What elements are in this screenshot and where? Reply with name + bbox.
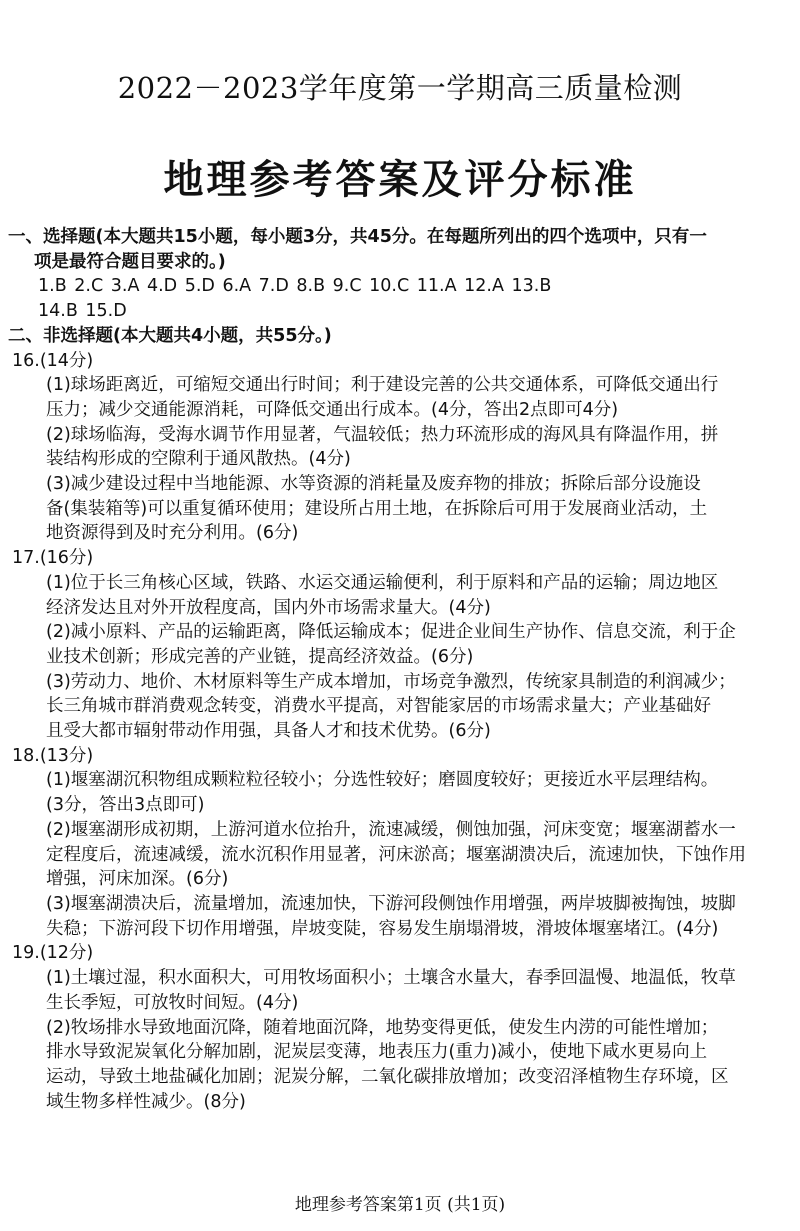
choice-answers-line1: 1.B 2.C 3.A 4.D 5.D 6.A 7.D 8.B 9.C 10.C 11.A 12.A 13.B bbox=[38, 276, 552, 297]
q18-answer-3-line2: 失稳；下游河段下切作用增强，岸坡变陡，容易发生崩塌滑坡，滑坡体堰塞堵江。(4分) bbox=[46, 918, 719, 939]
question-19 bbox=[8, 941, 794, 1114]
q18-answer-1-line2: (3分，答出3点即可) bbox=[46, 795, 205, 816]
question-number: 19.(12分) bbox=[12, 943, 94, 964]
q18-answer-2-line2: 定程度后，流速减缓，流水沉积作用显著，河床淤高；堰塞湖溃决后，流速加快，下蚀作用 bbox=[46, 844, 746, 865]
q19-answer-2-line4: 域生物多样性减少。(8分) bbox=[46, 1091, 246, 1112]
question-18 bbox=[8, 744, 794, 942]
page-footer: 地理参考答案第1页 (共1页) bbox=[294, 1195, 506, 1215]
q19-answer-2-line3: 运动，导致土地盐碱化加剧；泥炭分解，二氧化碳排放增加；改变沼泽植物生存环境，区 bbox=[46, 1066, 729, 1087]
section1-heading-line1: 一、选择题(本大题共15小题，每小题3分，共45分。在每题所列出的四个选项中，只有一 bbox=[8, 227, 707, 247]
q18-answer-3-line1: (3)堰塞湖溃决后，流量增加，流速加快，下游河段侧蚀作用增强，两岸坡脚被掏蚀，坡脚 bbox=[46, 893, 736, 914]
q16-answer-3-line3: 地资源得到及时充分利用。(6分) bbox=[46, 523, 299, 544]
exam-title: 2022－2023学年度第一学期高三质量检测 bbox=[117, 71, 683, 105]
q17-answer-1-line1: (1)位于长三角核心区域，铁路、水运交通运输便利，利于原料和产品的运输；周边地区 bbox=[46, 572, 719, 593]
q16-answer-2-line2: 装结构形成的空隙利于通风散热。(4分) bbox=[46, 449, 351, 470]
q16-answer-3-line2: 备(集装箱等)可以重复循环使用；建设所占用土地，在拆除后可用于发展商业活动，土 bbox=[46, 498, 708, 519]
q19-answer-1-line2: 生长季短，可放牧时间短。(4分) bbox=[46, 992, 299, 1013]
q16-answer-1-line1: (1)球场距离近，可缩短交通出行时间；利于建设完善的公共交通体系，可降低交通出行 bbox=[46, 375, 719, 396]
section1-heading-line2: 项是最符合题目要求的。) bbox=[34, 251, 226, 272]
question-number: 16.(14分) bbox=[12, 350, 94, 371]
q17-answer-3-line1: (3)劳动力、地价、木材原料等生产成本增加，市场竞争激烈，传统家具制造的利润减少； bbox=[46, 671, 736, 692]
question-number: 18.(13分) bbox=[12, 745, 94, 766]
q18-answer-1-line1: (1)堰塞湖沉积物组成颗粒粒径较小；分选性较好；磨圆度较好；更接近水平层理结构。 bbox=[46, 770, 719, 791]
q16-answer-3-line1: (3)减少建设过程中当地能源、水等资源的消耗量及废弃物的排放；拆除后部分设施设 bbox=[46, 474, 701, 495]
q16-answer-1-line2: 压力；减少交通能源消耗，可降低交通出行成本。(4分，答出2点即可4分) bbox=[46, 399, 619, 420]
q18-answer-2-line1: (2)堰塞湖形成初期，上游河道水位抬升，流速减缓，侧蚀加强，河床变宽；堰塞湖蓄水一 bbox=[46, 819, 736, 840]
section-multiple-choice bbox=[8, 225, 794, 324]
q19-answer-2-line1: (2)牧场排水导致地面沉降，随着地面沉降，地势变得更低，使发生内涝的可能性增加； bbox=[46, 1017, 719, 1038]
q17-answer-2-line1: (2)减小原料、产品的运输距离，降低运输成本；促进企业间生产协作、信息交流，利于企 bbox=[46, 622, 736, 643]
q19-answer-1-line1: (1)土壤过湿，积水面积大，可用牧场面积小；土壤含水量大，春季回温慢、地温低，牧草 bbox=[46, 968, 736, 989]
q19-answer-2-line2: 排水导致泥炭氧化分解加剧，泥炭层变薄，地表压力(重力)减小，使地下咸水更易向上 bbox=[46, 1042, 708, 1063]
question-17 bbox=[8, 546, 794, 744]
question-number: 17.(16分) bbox=[12, 548, 94, 569]
answer-body bbox=[8, 225, 794, 1114]
choice-answers-line2: 14.B 15.D bbox=[38, 301, 127, 322]
section2-heading: 二、非选择题(本大题共4小题，共55分。) bbox=[8, 325, 332, 346]
q17-answer-1-line2: 经济发达且对外开放程度高，国内外市场需求量大。(4分) bbox=[46, 597, 491, 618]
question-16 bbox=[8, 349, 794, 547]
q17-answer-2-line2: 业技术创新；形成完善的产业链，提高经济效益。(6分) bbox=[46, 646, 474, 667]
q17-answer-3-line3: 且受大都市辐射带动作用强，具备人才和技术优势。(6分) bbox=[46, 721, 491, 742]
q17-answer-3-line2: 长三角城市群消费观念转变，消费水平提高，对智能家居的市场需求量大；产业基础好 bbox=[46, 696, 711, 717]
q16-answer-2-line1: (2)球场临海，受海水调节作用显著，气温较低；热力环流形成的海风具有降温作用，拼 bbox=[46, 424, 719, 445]
document-title: 地理参考答案及评分标准 bbox=[163, 157, 637, 203]
q18-answer-2-line3: 增强，河床加深。(6分) bbox=[46, 869, 229, 890]
